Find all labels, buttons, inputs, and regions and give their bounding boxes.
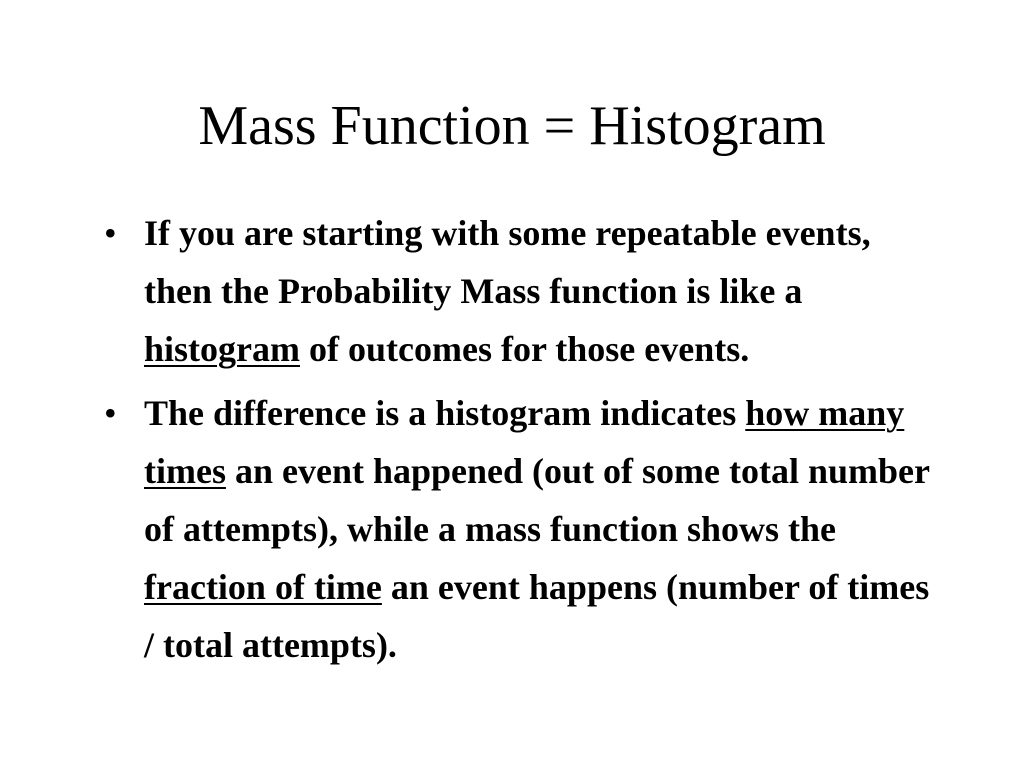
bullet-item xyxy=(104,384,934,674)
bullet-text: If you are starting with some repeatable events, then the Probability Mass function is like a xyxy=(144,213,871,311)
underlined-term-how-many-times: how many times xyxy=(144,393,905,491)
bullet-text: The difference is a histogram indicates xyxy=(144,393,746,433)
bullet-text: an event happens (number of times / total attempts). xyxy=(144,567,930,665)
bullet-text: of outcomes for those events. xyxy=(300,329,750,369)
bullet-item xyxy=(104,204,934,378)
bullet-marker: • xyxy=(104,393,117,433)
bullet-list xyxy=(104,204,934,680)
underlined-term-histogram: histogram xyxy=(144,329,300,369)
underlined-term-fraction-of-time: fraction of time xyxy=(144,567,382,607)
bullet-text: an event happened (out of some total number of attempts), while a mass function shows the xyxy=(144,451,930,549)
bullet-marker: • xyxy=(104,213,117,253)
slide-title: Mass Function = Histogram xyxy=(198,95,826,157)
